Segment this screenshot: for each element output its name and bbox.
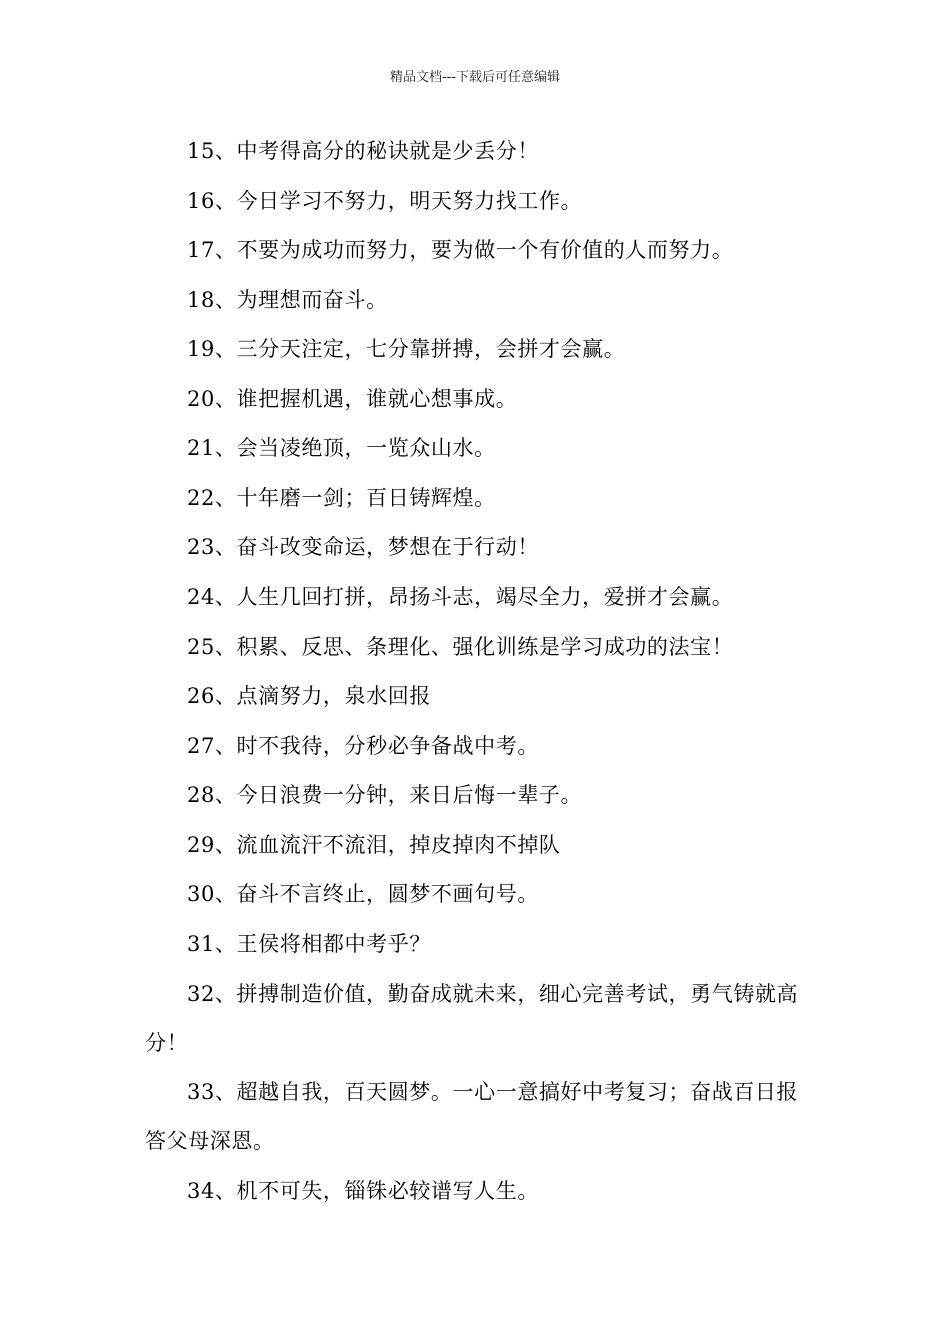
list-item: 22、十年磨一剑；百日铸辉煌。 xyxy=(187,486,496,510)
list-item: 24、人生几回打拼，昂扬斗志，竭尽全力，爱拼才会赢。 xyxy=(187,585,734,609)
list-item: 19、三分天注定，七分靠拼搏，会拼才会赢。 xyxy=(187,337,626,361)
list-item: 34、机不可失，锱铢必较谱写人生。 xyxy=(187,1179,539,1203)
list-item: 21、会当凌绝顶，一览众山水。 xyxy=(187,436,496,460)
list-item: 33、超越自我，百天圆梦。一心一意搞好中考复习；奋战百日报答父母深恩。 xyxy=(145,1080,799,1153)
list-item: 17、不要为成功而努力，要为做一个有价值的人而努力。 xyxy=(187,238,734,262)
list-item: 25、积累、反思、条理化、强化训练是学习成功的法宝！ xyxy=(187,635,734,659)
list-item: 26、点滴努力，泉水回报 xyxy=(187,684,431,708)
list-item: 28、今日浪费一分钟，来日后悔一辈子。 xyxy=(187,783,583,807)
list-item: 15、中考得高分的秘诀就是少丢分！ xyxy=(187,139,539,163)
list-item: 29、流血流汗不流泪，掉皮掉肉不掉队 xyxy=(187,833,561,857)
list-item: 23、奋斗改变命运，梦想在于行动！ xyxy=(187,535,539,559)
list-item: 16、今日学习不努力，明天努力找工作。 xyxy=(187,189,583,213)
page-header: 精品文档---下载后可任意编辑 xyxy=(389,70,561,85)
list-item: 20、谁把握机遇，谁就心想事成。 xyxy=(187,387,518,411)
list-item: 30、奋斗不言终止，圆梦不画句号。 xyxy=(187,882,539,906)
list-item: 32、拼搏制造价值，勤奋成就未来，细心完善考试，勇气铸就高分！ xyxy=(145,982,799,1055)
list-item: 31、王侯将相都中考乎？ xyxy=(187,932,431,956)
list-item: 18、为理想而奋斗。 xyxy=(187,288,388,312)
list-item: 27、时不我待，分秒必争备战中考。 xyxy=(187,734,539,758)
